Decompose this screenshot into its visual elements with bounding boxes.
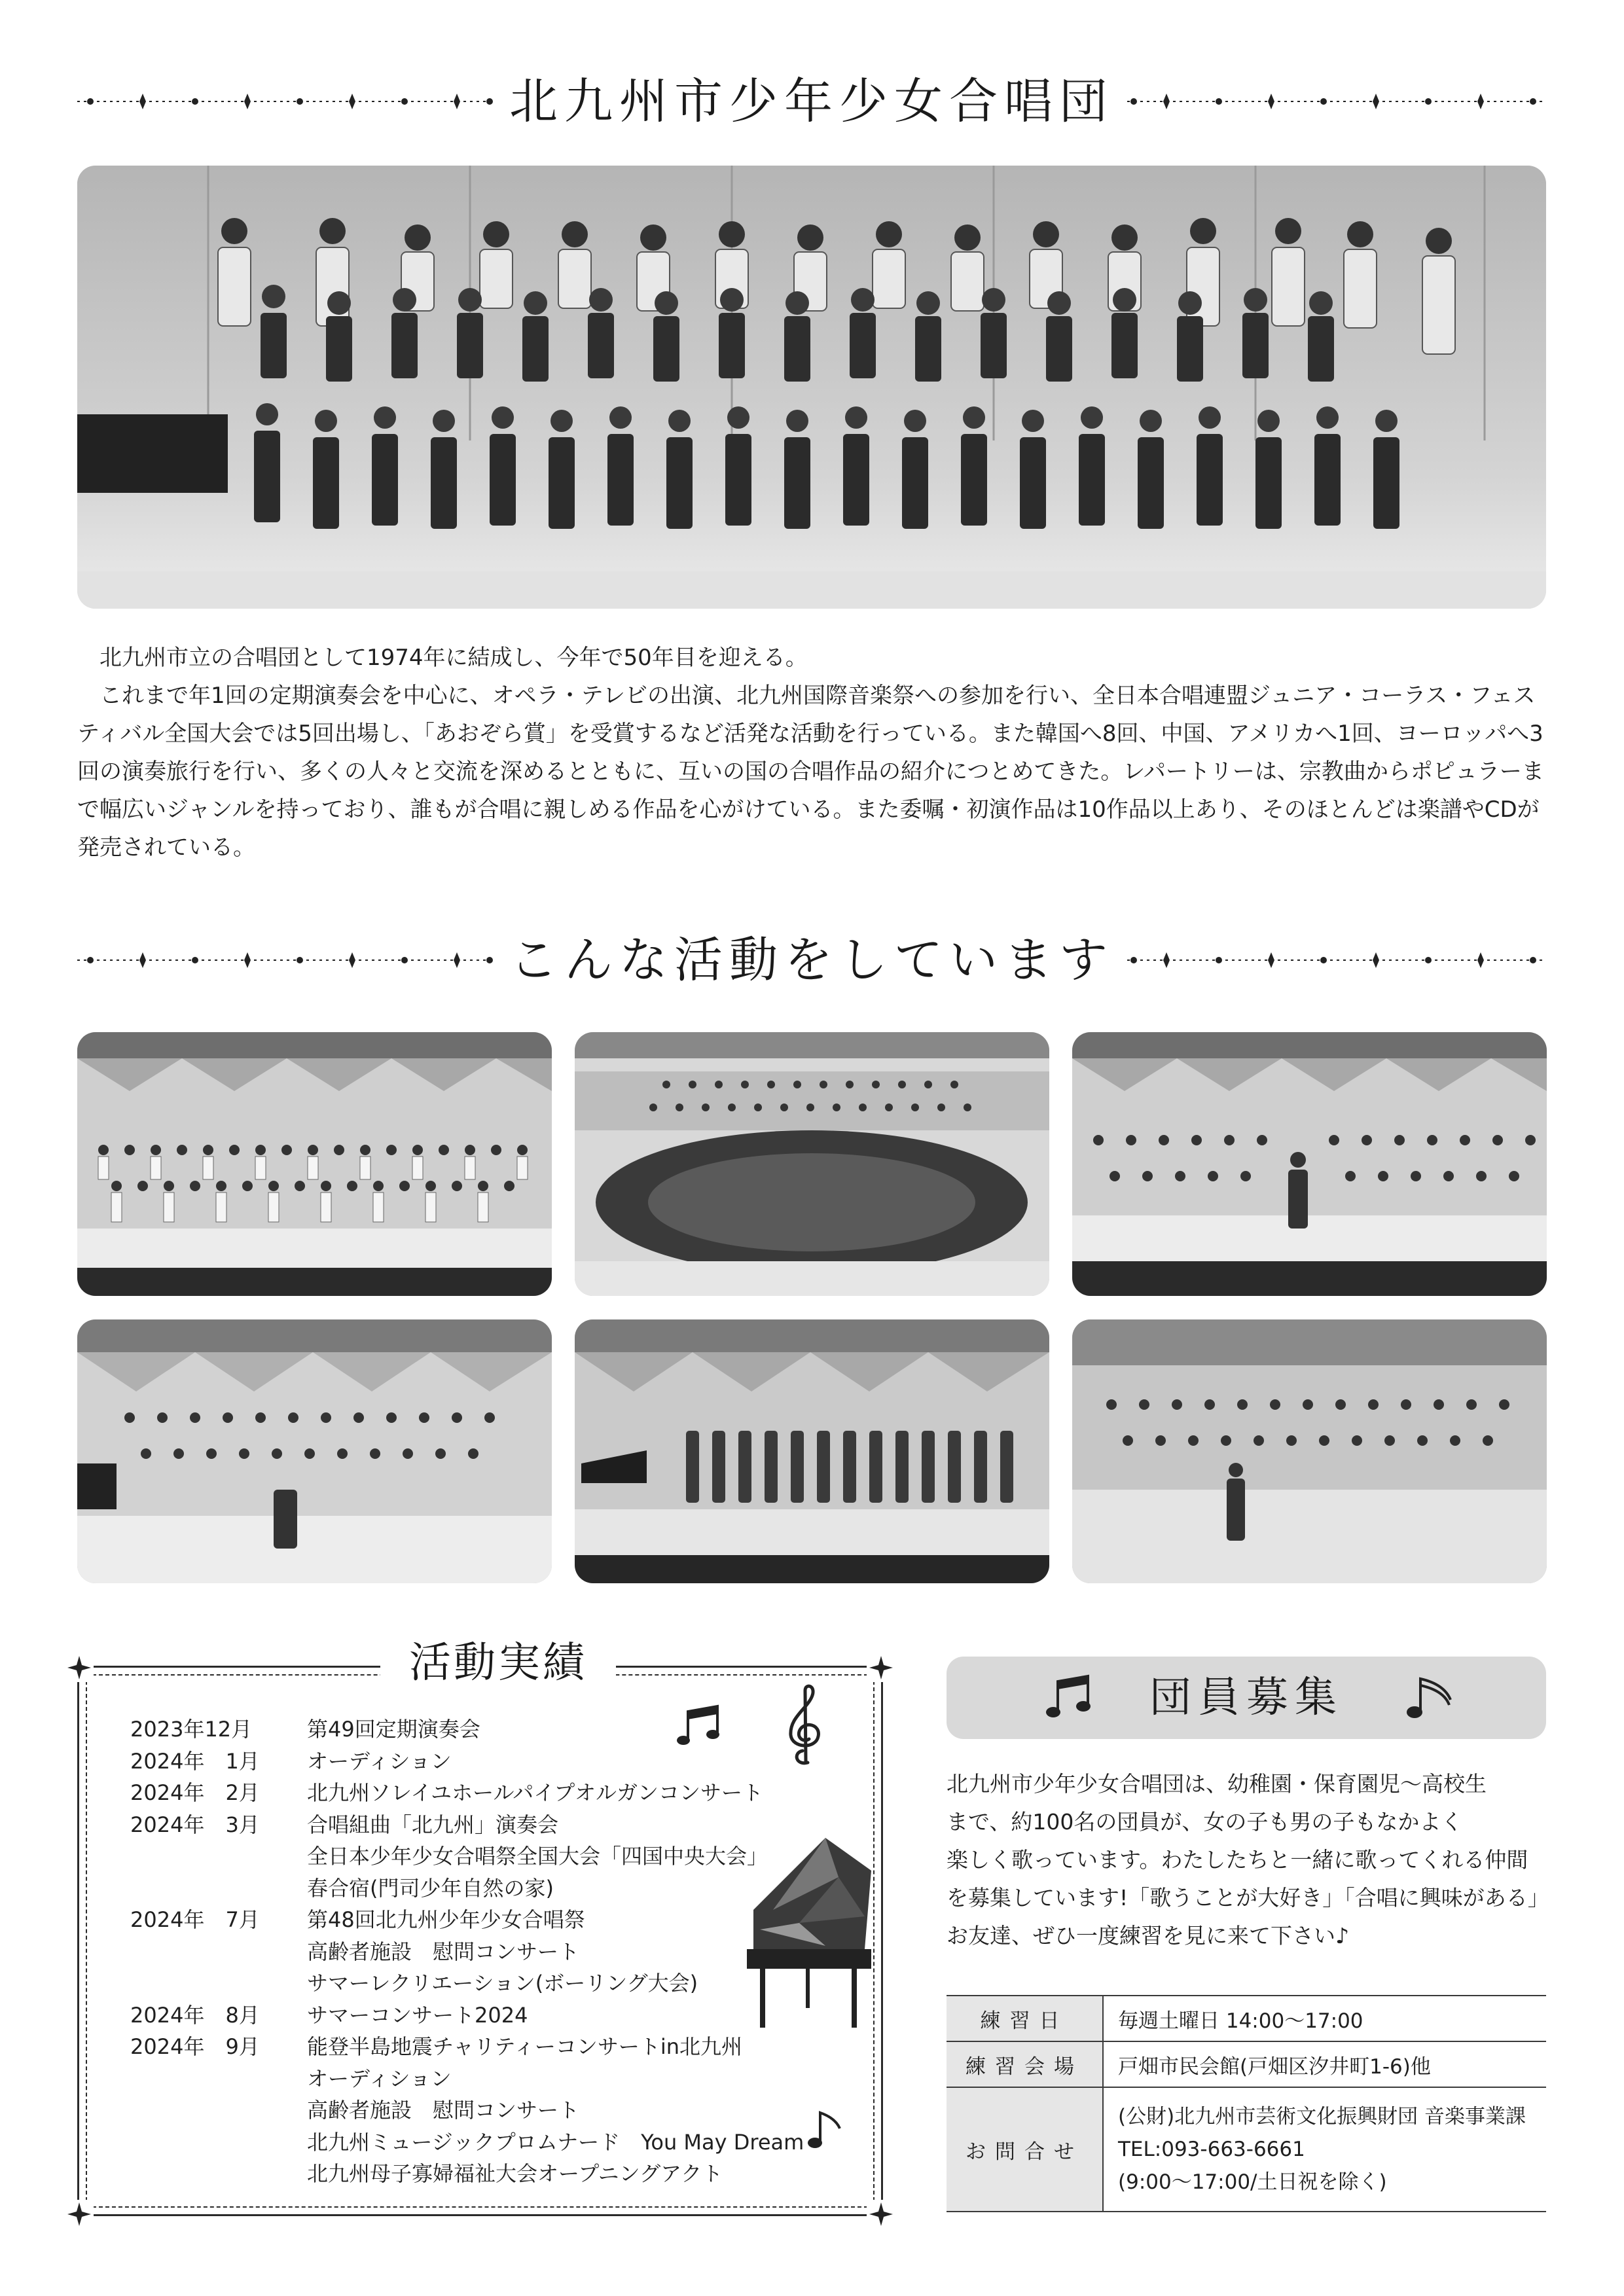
- intro-text: [77, 639, 1546, 867]
- achievement-date: 2024年 2月: [130, 1780, 260, 1805]
- intro-paragraph-1: 北九州市立の合唱団として1974年に結成し、今年で50年目を迎える。: [99, 645, 808, 671]
- contact-phone[interactable]: TEL:093-663-6661: [1118, 2138, 1305, 2161]
- treble-clef-icon: [783, 1684, 829, 1769]
- achievement-row: [130, 2063, 850, 2095]
- activity-photo-1: [77, 1032, 552, 1296]
- achievement-event: 能登半島地震チャリティーコンサートin北九州: [307, 2034, 743, 2059]
- achievement-event: 全日本少年少女合唱祭全国大会「四国中央大会」: [307, 1844, 768, 1869]
- achievement-event: 春合宿(門司少年自然の家): [307, 1875, 554, 1901]
- achievement-date: [130, 1873, 307, 1905]
- achievement-date: 2024年 9月: [130, 2034, 260, 2059]
- achievement-date: [130, 2126, 307, 2159]
- ornament-divider-right: [1127, 949, 1546, 971]
- achievement-event: 第49回定期演奏会: [307, 1717, 480, 1742]
- achievement-date: 2023年12月: [130, 1717, 253, 1742]
- grand-piano-icon: [734, 1831, 884, 2034]
- achievement-event: 高齢者施設 慰問コンサート: [307, 1939, 580, 1964]
- music-note-icon: [806, 2106, 852, 2152]
- achievement-row: [130, 1746, 850, 1778]
- achievement-date: [130, 1840, 307, 1873]
- achievement-event: オーディション: [307, 1748, 452, 1774]
- achievement-date: 2024年 3月: [130, 1812, 260, 1837]
- music-note-icon: [1405, 1671, 1464, 1723]
- info-value: 毎週土曜日 14:00～17:00: [1103, 1996, 1546, 2041]
- activity-photo-6: [1072, 1319, 1547, 1583]
- corner-star-icon: [867, 1653, 895, 1682]
- achievement-date: 2024年 7月: [130, 1907, 260, 1932]
- recruit-line: を募集しています!「歌うことが大好き」「合唱に興味がある」: [947, 1885, 1549, 1910]
- achievement-row: [130, 2126, 850, 2159]
- info-value: [1103, 2087, 1546, 2212]
- contact-hours: (9:00～17:00/土日祝を除く): [1118, 2170, 1387, 2194]
- achievement-event: 高齢者施設 慰問コンサート: [307, 2098, 580, 2123]
- achievement-event: 北九州ミュージックプロムナード You May Dream: [307, 2129, 804, 2155]
- achievements-box: [77, 1639, 883, 2216]
- info-key: お問合せ: [947, 2087, 1103, 2212]
- achievement-date: [130, 2158, 307, 2190]
- main-heading-row: [77, 65, 1546, 137]
- achievement-date: 2024年 1月: [130, 1748, 260, 1774]
- activity-photo-4: [77, 1319, 552, 1583]
- achievement-date: [130, 1936, 307, 1968]
- corner-star-icon: [867, 2200, 895, 2229]
- achievement-event: 北九州ソレイユホールパイプオルガンコンサート: [307, 1780, 763, 1805]
- achievement-row: [130, 2031, 850, 2063]
- page-title: 北九州市少年少女合唱団: [509, 73, 1114, 130]
- achievement-date: 2024年 8月: [130, 2002, 260, 2028]
- achievement-event: オーディション: [307, 2066, 452, 2091]
- achievement-date: [130, 2094, 307, 2126]
- music-note-icon: [675, 1704, 727, 1749]
- activity-photo-5: [575, 1319, 1049, 1583]
- recruit-title: 団員募集: [1149, 1674, 1343, 1722]
- info-row-contact: [947, 2087, 1546, 2212]
- info-value: 戸畑市民会館(戸畑区汐井町1-6)他: [1103, 2041, 1546, 2087]
- contact-org: (公財)北九州市芸術文化振興財団 音楽事業課: [1118, 2105, 1526, 2128]
- achievement-event: サマーコンサート2024: [307, 2002, 528, 2028]
- info-key: 練習会場: [947, 2041, 1103, 2087]
- activity-photo-3: [1072, 1032, 1547, 1296]
- achievement-row: [130, 2094, 850, 2126]
- recruit-line: お友達、ぜひ一度練習を見に来て下さい♪: [947, 1923, 1350, 1948]
- achievement-event: 第48回北九州少年少女合唱祭: [307, 1907, 585, 1932]
- achievement-date: [130, 2063, 307, 2095]
- achievement-row: [130, 1713, 850, 1746]
- recruit-line: 楽しく歌っています。わたしたちと一緒に歌ってくれる仲間: [947, 1847, 1528, 1873]
- info-row-practice-venue: [947, 2041, 1546, 2087]
- activity-photo-2: [575, 1032, 1049, 1296]
- recruit-line: まで、約100名の団員が、女の子も男の子もなかよく: [947, 1809, 1463, 1835]
- info-key: 練習日: [947, 1996, 1103, 2041]
- recruit-header: [947, 1657, 1546, 1739]
- recruit-text: [947, 1765, 1549, 1955]
- ornament-divider-right: [1127, 90, 1546, 113]
- achievement-row: [130, 2158, 850, 2190]
- corner-star-icon: [65, 1653, 94, 1682]
- activities-title: こんな活動をしています: [509, 932, 1114, 988]
- achievements-title: 活動実績: [409, 1639, 587, 1687]
- achievements-title-wrap: [380, 1634, 616, 1693]
- corner-star-icon: [65, 2200, 94, 2229]
- choir-group-photo: [77, 166, 1546, 609]
- recruit-line: 北九州市少年少女合唱団は、幼稚園・保育園児～高校生: [947, 1771, 1487, 1797]
- achievement-event: サマーレクリエーション(ボーリング大会): [307, 1971, 698, 1996]
- practice-info-table: [947, 1995, 1546, 2212]
- achievement-event: 合唱組曲「北九州」演奏会: [307, 1812, 559, 1837]
- achievement-row: [130, 1777, 850, 1809]
- achievement-date: [130, 1967, 307, 2000]
- achievement-event: 北九州母子寡婦福祉大会オープニングアクト: [307, 2161, 723, 2186]
- info-row-practice-day: [947, 1996, 1546, 2041]
- activities-heading-row: [77, 924, 1546, 996]
- intro-paragraph-2: これまで年1回の定期演奏会を中心に、オペラ・テレビの出演、北九州国際音楽祭への参加を行い、全日本合唱連盟ジュニア・コーラス・フェスティバル全国大会では5回出場し、「あおぞら賞」を受賞するなど活発な活動を行っている。また韓国へ8回、中国、アメリカへ1回、ヨーロッパへ3回の演奏旅行を行い、多くの人々と交流を深めるとともに、互いの国の合唱作品の紹介につとめてきた。レパートリーは、宗教曲からポピュラーまで幅広いジャンルを持っており、誰もが合唱に親しめる作品を心がけている。また委嘱・初演作品は10作品以上あり、そのほとんどは楽譜やCDが発売されている。: [77, 683, 1544, 861]
